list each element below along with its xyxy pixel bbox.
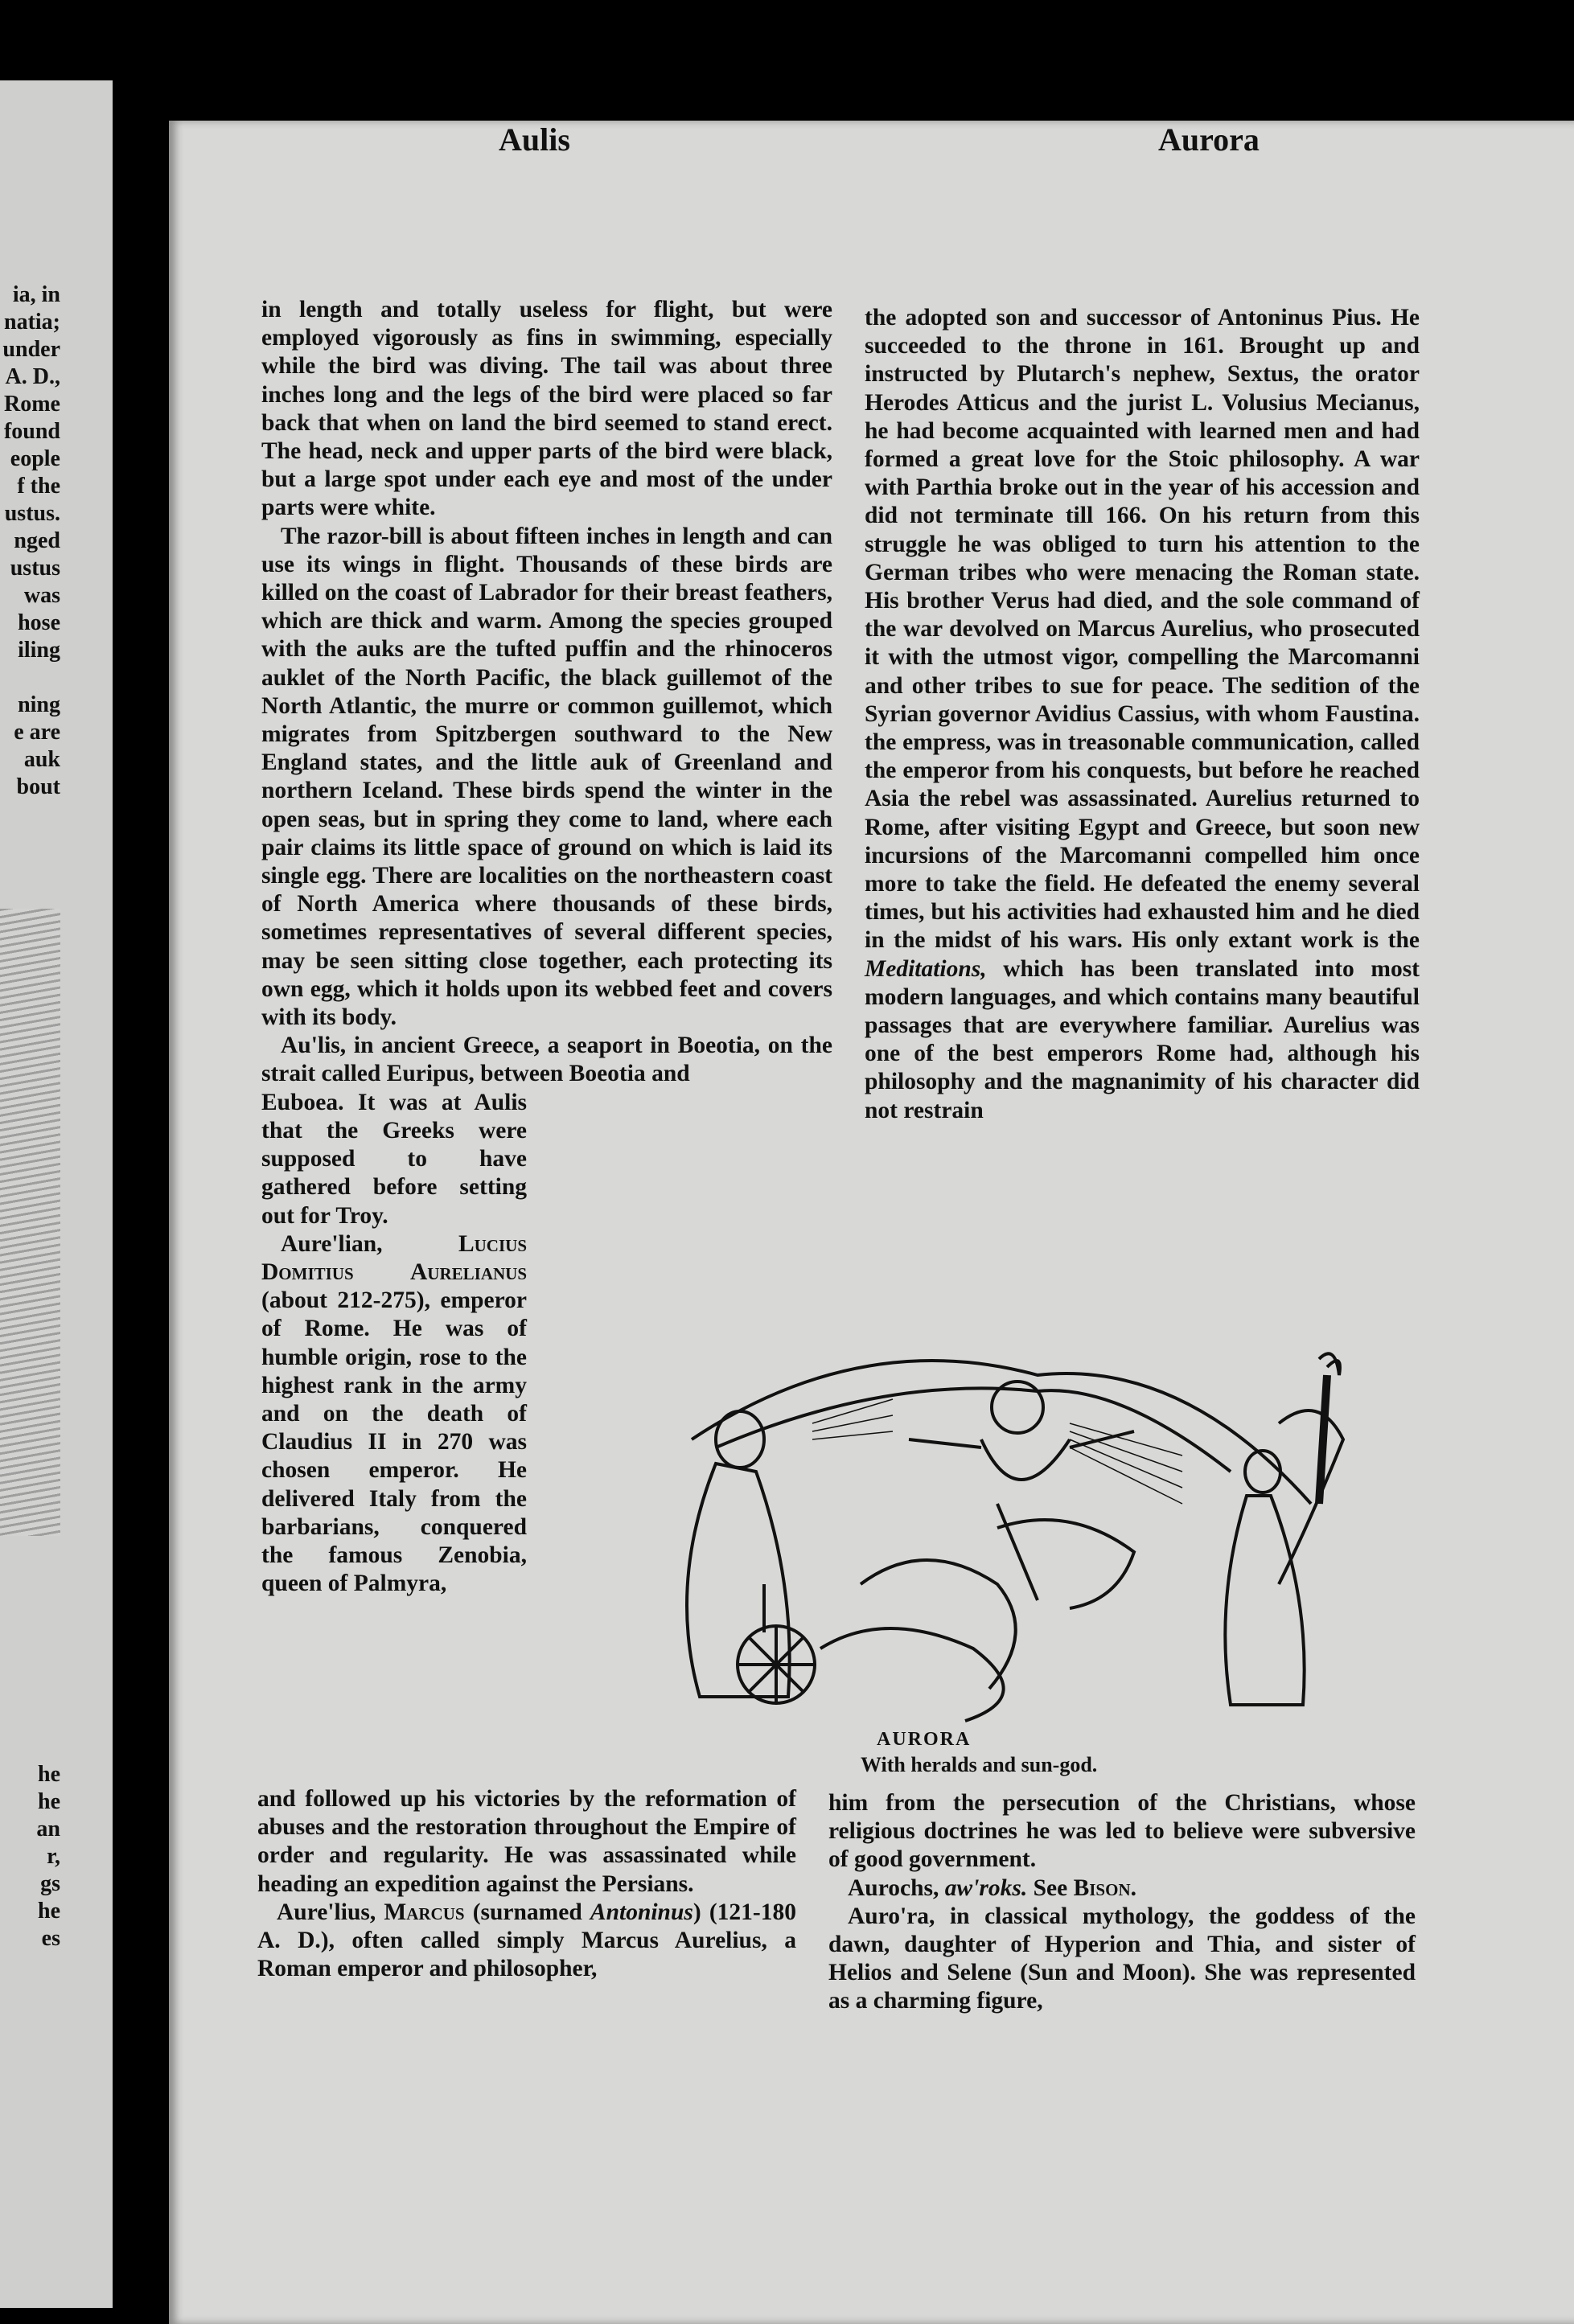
entry-aurelian (261, 1230, 527, 1599)
meditations-title: Meditations, (865, 955, 987, 982)
sliver-line-lower: r, (47, 1844, 60, 1869)
sliver-line-lower: an (36, 1817, 60, 1842)
aurelius-continued (865, 304, 1420, 1125)
aurelius-body: the adopted son and successor of Antoninus Pius. He succeeded to the throne in 161. Brought up and instructed by Plutarch's nephew, Sextus, the orator Herodes Atticus and the jurist L. Volusius Mecianus, he had become acquainted with learned men and had formed a great love for the Stoic philosophy. A war with Parthia broke out in the year of his accession and did not terminate till 166. On his return from this struggle he was obliged to turn his attention to the German tribes who were menacing the Roman state. His brother Verus had died, and the sole command of the war devolved on Marcus Aurelius, who prosecuted it with the utmost vigor, compelling the Marcomanni and other tribes to sue for peace. The sedition of the Syrian governor Avidius Cassius, with whom Faustina. the empress, was in treasonable communication, called the emperor from his conquests, but before he reached Asia the rebel was assassinated. Aurelius returned to Rome, after visiting Egypt and Greece, but soon new incursions of the Marcomanni compelled him once more to take the field. He defeated the enemy several times, but his activities had exhausted him and he died in the midst of his wars. His only extant work is the (865, 305, 1420, 954)
aurelius-surname: Antoninus (590, 1899, 693, 1925)
aurelius-paren-open: (surnamed (472, 1899, 582, 1925)
right-column (865, 304, 1420, 1125)
aurelian-text-narrow: (about 212-275), emperor of Rome. He was of humble origin, rose to the highest rank in the army and on the death of Claudius II in 270 was chosen emperor. He delivered Italy from the barbarians, conquered the famous Zenobia, queen of Palmyra, (261, 1287, 527, 1597)
sliver-line-lower: he (38, 1899, 60, 1924)
herald-right-wings (1279, 1410, 1343, 1584)
right-column-bottom (828, 1789, 1416, 2016)
aurelian-name: Lucius Domitius Aurelianus (261, 1230, 527, 1285)
horse-1 (861, 1560, 1016, 1689)
aurora-text: in classical mythology, the goddess of the dawn, daughter of Hyperion and Thia, and sister of Helios and Selene (Sun and Moon). She was represented as a charming figure, (828, 1903, 1416, 2014)
sliver-line-lower: es (41, 1926, 60, 1951)
aurelius-name: Marcus (384, 1899, 465, 1925)
horse-2 (820, 1628, 1004, 1721)
sliver-line: ia, in (12, 282, 60, 307)
entry-aulis (261, 1032, 832, 1088)
aurora-illustration (619, 1343, 1440, 1761)
sliver-line-lower: he (38, 1789, 60, 1814)
paragraph-razor-bill: The razor-bill is about fifteen inches in length and can use its wings in flight. Thousands of these birds are killed on the coast of Labrador for their breast feathers, which are thick and warm. Among the species grouped with the auks are the tufted puffin and the rhinoceros auklet of the North Pacific, the black guillemot of the North Atlantic, the murre or common guillemot, which migrates from Spitzbergen southward to the New England states, and the little auk of Greenland and northern Iceland. These birds spend the winter in the open seas, but in spring they come to land, where each pair claims its little space of ground on which is laid its single egg. There are localities on the northeastern coast of North America where thousands of these birds, sometimes representatives of several different species, may be seen sitting close together, each protecting its own egg, which it holds upon its webbed feet and covers with its body. (261, 523, 832, 1031)
sliver-line: eople (10, 446, 60, 471)
running-header-left: Aulis (499, 121, 570, 158)
headword-aurochs: Aurochs, (848, 1874, 939, 1901)
aurelius-conclusion: him from the persecution of the Christians, whose religious doctrines he was led to believe were subversive of good government. (828, 1790, 1416, 1873)
horse-3 (997, 1520, 1134, 1608)
aurochs-see-target: Bison. (1073, 1874, 1136, 1901)
aurelian-text-wide: and followed up his victories by the reformation of abuses and the restoration throughout the Empire of order and regularity. He was assassinated while heading an expedition against the Persians. (257, 1786, 796, 1897)
entry-aurochs (828, 1874, 1416, 1903)
sliver-line: ustus. (4, 501, 60, 526)
sliver-line-lower: he (38, 1762, 60, 1787)
sliver-line: under (2, 337, 60, 362)
sliver-line: was (23, 583, 60, 608)
entry-aurora (828, 1903, 1416, 2016)
figure-caption-title: AURORA (877, 1729, 972, 1750)
sliver-line: nged (14, 528, 60, 553)
aulis-text-narrow: Euboea. It was at Aulis that the Greeks were supposed to have gathered before setting out for Troy. (261, 1089, 527, 1229)
entry-aurelius (257, 1899, 796, 1984)
aurelius-text: (121-180 A. D.), often called simply Marcus Aurelius, a Roman emperor and philosopher, (257, 1899, 796, 1982)
sliver-line: found (3, 419, 60, 444)
sliver-illustration (0, 909, 60, 1536)
sliver-line: iling (18, 638, 60, 663)
sliver-line: e are (14, 720, 60, 745)
aulis-text-wide: in ancient Greece, a seaport in Boeotia, on the strait called Euripus, between Boeotia and (261, 1033, 832, 1087)
sliver-line-lower: gs (40, 1871, 60, 1896)
aurochs-pronunciation: aw'roks. (944, 1874, 1028, 1901)
aurelius-body-end: which has been translated into most modern languages, and which contains many beautiful passages that are everywhere familiar. Aurelius was one of the best emperors Rome had, although his philosophy and the magnanimity of his character did not restrain (865, 955, 1420, 1123)
adjacent-page-sliver (0, 80, 113, 2308)
headword-aulis: Au'lis, (281, 1033, 347, 1059)
running-header-right: Aurora (1158, 121, 1260, 158)
veil-arc (692, 1361, 1311, 1504)
left-column-bottom (257, 1785, 796, 1983)
sliver-line: auk (23, 747, 60, 772)
sliver-line: hose (18, 610, 60, 635)
headword-aurora: Auro'ra, (848, 1903, 935, 1929)
herald-left-head (716, 1411, 764, 1468)
herald-right-figure (1225, 1496, 1304, 1705)
headword-aurelius: Aure'lius, (277, 1899, 376, 1925)
paragraph-auk-continued: in length and totally useless for flight, but were employed vigorously as fins in swimming, especially while the bird was diving. The tail was about three inches long and the legs of the bird were placed so far back that when on land the bird seemed to stand erect. The head, neck and upper parts of the bird were black, but a large spot under each eye and most of the under parts were white. (261, 297, 832, 521)
sliver-line: natia; (4, 310, 60, 335)
sliver-line: bout (16, 774, 60, 799)
sliver-line: Rome (4, 392, 60, 417)
headword-aurelian: Aure'lian, (281, 1230, 383, 1257)
figure-caption-subtitle: With heralds and sun-god. (861, 1753, 1098, 1776)
sliver-line: f the (17, 474, 60, 499)
sliver-line: ning (18, 692, 60, 717)
sliver-line: ustus (10, 556, 60, 581)
aurochs-see: See (1033, 1874, 1068, 1901)
sliver-line: A. D., (5, 364, 60, 389)
aurelius-paren-close: ) (692, 1899, 701, 1925)
